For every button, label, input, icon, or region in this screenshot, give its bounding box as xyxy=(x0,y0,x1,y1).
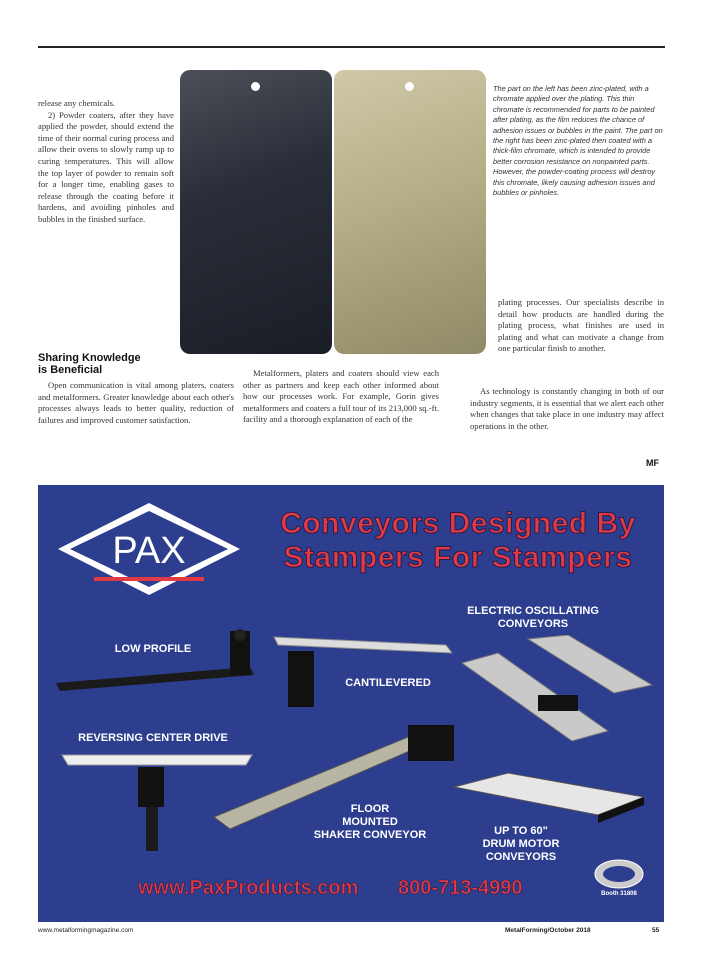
paragraph: 2) Powder coaters, after they have applied the powder, should extend the time of their normal curing process and allow their ovens to slowly ramp up to curing temperatures. This will allow the top layer of powder to remain soft for a longer time, enabling gases to release through the coating before it hardens, and avoiding pinholes and bubbles in the finished surface. xyxy=(38,109,174,224)
plated-parts-photo xyxy=(180,70,492,356)
article-col3-top xyxy=(498,297,664,355)
label-drum-motor xyxy=(466,825,576,864)
footer-page-number: 55 xyxy=(652,927,660,934)
article-col1-bottom xyxy=(38,380,234,426)
booth-number: Booth 31808 xyxy=(601,891,637,897)
low-profile-conveyor-image xyxy=(50,627,260,697)
subhead-line: Sharing Knowledge xyxy=(38,352,141,364)
ad-phone-number[interactable]: 800-713-4990 xyxy=(398,877,523,899)
label-low-profile: LOW PROFILE xyxy=(114,643,192,655)
paragraph: release any chemicals. xyxy=(38,98,116,108)
zinc-plated-part-gold xyxy=(334,70,486,354)
hang-hole xyxy=(405,82,414,91)
label-reversing-center-drive: REVERSING CENTER DRIVE xyxy=(78,732,228,744)
end-mark: MF xyxy=(646,458,659,468)
label-line: UP TO 60" xyxy=(494,825,548,837)
section-subhead xyxy=(38,352,141,376)
article-col1-top xyxy=(38,98,174,226)
photo-caption: The part on the left has been zinc-plated, with a chromate applied over the plating. This thin chromate is recommended for parts to be painted after plating, as the film reduces the chance of adhesion issues or bubbles in the paint. The part on the right has been zinc-plated then coated with a thick-film chromate, which is intended to provide better corrosion resistance on nonpainted parts. However, the powder-coating process will destroy this chromate, likely causing adhesion issues and bubbles or pinholes. xyxy=(493,84,663,198)
drum-motor-conveyor-image xyxy=(448,769,648,829)
top-rule xyxy=(38,46,665,48)
pax-logo xyxy=(54,499,244,599)
label-line: CONVEYORS xyxy=(485,851,557,863)
label-line: SHAKER CONVEYOR xyxy=(313,829,427,841)
article-col2-bottom xyxy=(243,368,439,426)
label-line: MOUNTED xyxy=(342,816,398,828)
ad-website-link[interactable]: www.PaxProducts.com xyxy=(138,877,359,899)
label-line: ELECTRIC OSCILLATING xyxy=(467,605,599,617)
ad-headline xyxy=(258,507,658,575)
headline-line: Stampers For Stampers xyxy=(283,541,633,574)
pax-logo-text: PAX xyxy=(112,530,186,572)
label-line: CONVEYORS xyxy=(497,618,569,630)
cantilevered-conveyor-image xyxy=(270,635,460,715)
headline-line: Conveyors Designed By xyxy=(280,507,636,540)
electric-oscillating-conveyor-image xyxy=(458,635,654,745)
article-col3-bottom xyxy=(470,386,664,432)
footer-issue: MetalForming/October 2018 xyxy=(505,927,591,934)
paragraph: As technology is constantly changing in both of our industry segments, it is essential that we alert each other when changes that take place in one industry may affect operations in the other. xyxy=(470,386,664,431)
paragraph: Metalformers, platers and coaters should view each other as partners and keep each other informed about how our processes work. For example, Gorin gives metalformers and coaters a full tour of its 213,000 sq.-ft. facility and a thorough explanation of each of the xyxy=(243,368,439,425)
pax-conveyor-ad[interactable] xyxy=(38,485,664,922)
label-floor-mounted-shaker xyxy=(300,803,440,842)
label-line: DRUM MOTOR xyxy=(482,838,560,850)
label-electric-oscillating xyxy=(448,605,618,631)
trade-show-logo-icon xyxy=(593,857,645,891)
label-cantilevered: CANTILEVERED xyxy=(345,677,431,689)
hang-hole xyxy=(251,82,260,91)
label-line: FLOOR xyxy=(350,803,390,815)
booth-badge xyxy=(593,857,645,901)
zinc-plated-part-dark xyxy=(180,70,332,354)
subhead-line: is Beneficial xyxy=(38,364,103,376)
paragraph: plating processes. Our specialists describe in detail how products are handled during the plating process, what finishes are used in plating and what can motivate a change from one particular finish to another. xyxy=(498,297,664,354)
footer-website: www.metalformingmagazine.com xyxy=(38,927,134,934)
paragraph: Open communication is vital among platers, coaters and metalformers. Greater knowledge about each other's processes always leads to better quality, reduction of failures and improved customer satisfaction. xyxy=(38,380,234,425)
